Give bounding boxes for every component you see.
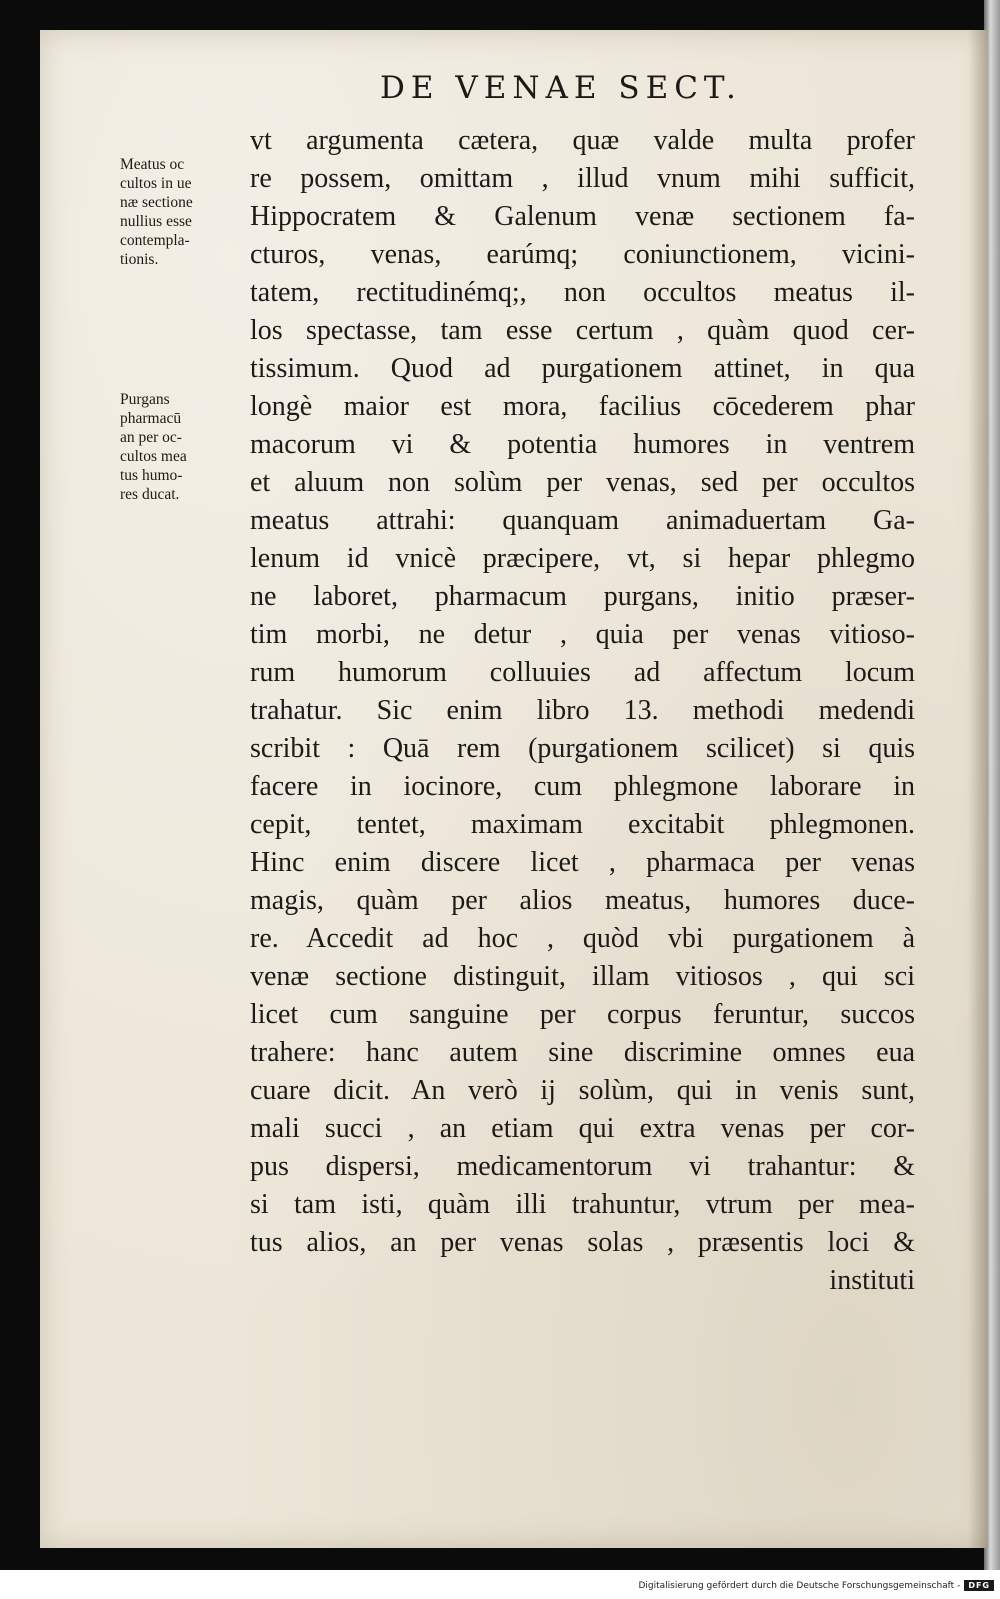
dfg-logo: DFG	[964, 1580, 994, 1591]
marginal-note-line: tus humo-	[120, 467, 183, 484]
digitization-footer	[638, 1580, 994, 1591]
text-line: vt argumenta cætera, quæ valde multa profer	[250, 125, 915, 156]
page-fold-shadow	[968, 30, 988, 1548]
text-line: pus dispersi, medicamentorum vi trahantur: &	[250, 1151, 915, 1182]
text-line: facere in iocinore, cum phlegmone laborare in	[250, 771, 915, 802]
text-line: et aluum non solùm per venas, sed per occultos	[250, 467, 915, 498]
marginal-note	[120, 390, 250, 504]
body-text	[250, 122, 915, 1300]
text-line: tim morbi, ne detur , quia per venas vitioso-	[250, 619, 915, 650]
text-line: tissimum. Quod ad purgationem attinet, in qua	[250, 353, 915, 384]
text-line: cepit, tentet, maximam excitabit phlegmonen.	[250, 809, 915, 840]
marginal-note-line: Meatus oc	[120, 156, 185, 173]
text-line: los spectasse, tam esse certum , quàm quod cer-	[250, 315, 915, 346]
text-line: licet cum sanguine per corpus feruntur, succos	[250, 999, 915, 1030]
running-head: DE VENAE SECT.	[380, 70, 742, 106]
text-line: Hinc enim discere licet , pharmaca per venas	[250, 847, 915, 878]
marginal-note-line: cultos mea	[120, 448, 187, 465]
text-line: venæ sectione distinguit, illam vitiosos , qui sci	[250, 961, 915, 992]
text-line: scribit : Quā rem (purgationem scilicet) si quis	[250, 733, 915, 764]
text-line: tus alios, an per venas solas , præsentis loci &	[250, 1227, 915, 1258]
text-line: meatus attrahi: quanquam animaduertam Ga-	[250, 505, 915, 536]
text-line: cturos, venas, earúmq; coniunctionem, vicini-	[250, 239, 915, 270]
marginal-note-line: cultos in ue	[120, 175, 192, 192]
footer-text: Digitalisierung gefördert durch die Deutsche Forschungsgemeinschaft -	[638, 1580, 961, 1591]
marginal-note-line: pharmacū	[120, 410, 182, 427]
marginal-note-line: næ sectione	[120, 194, 193, 211]
catchword: instituti	[829, 1265, 915, 1296]
text-line: mali succi , an etiam qui extra venas per cor-	[250, 1113, 915, 1144]
marginal-note-line: nullius esse	[120, 213, 192, 230]
text-line: tatem, rectitudinémq;, non occultos meatus il-	[250, 277, 915, 308]
marginal-note-line: res ducat.	[120, 486, 180, 503]
marginal-note-line: contempla-	[120, 232, 190, 249]
text-line: si tam isti, quàm illi trahuntur, vtrum per mea-	[250, 1189, 915, 1220]
text-line: re. Accedit ad hoc , quòd vbi purgationem à	[250, 923, 915, 954]
marginal-note	[120, 155, 250, 269]
marginal-note-line: an per oc-	[120, 429, 182, 446]
text-line: longè maior est mora, facilius cōcederem phar	[250, 391, 915, 422]
text-line: Hippocratem & Galenum venæ sectionem fa-	[250, 201, 915, 232]
text-line: trahatur. Sic enim libro 13. methodi medendi	[250, 695, 915, 726]
marginal-note-line: tionis.	[120, 251, 159, 268]
text-line: rum humorum colluuies ad affectum locum	[250, 657, 915, 688]
text-line: cuare dicit. An verò ij solùm, qui in venis sunt,	[250, 1075, 915, 1106]
text-line: trahere: hanc autem sine discrimine omnes eua	[250, 1037, 915, 1068]
text-line: macorum vi & potentia humores in ventrem	[250, 429, 915, 460]
text-line: lenum id vnicè præcipere, vt, si hepar phlegmo	[250, 543, 915, 574]
text-line: re possem, omittam , illud vnum mihi sufficit,	[250, 163, 915, 194]
text-line: magis, quàm per alios meatus, humores duce-	[250, 885, 915, 916]
text-line: ne laboret, pharmacum purgans, initio præser-	[250, 581, 915, 612]
marginal-note-line: Purgans	[120, 391, 170, 408]
